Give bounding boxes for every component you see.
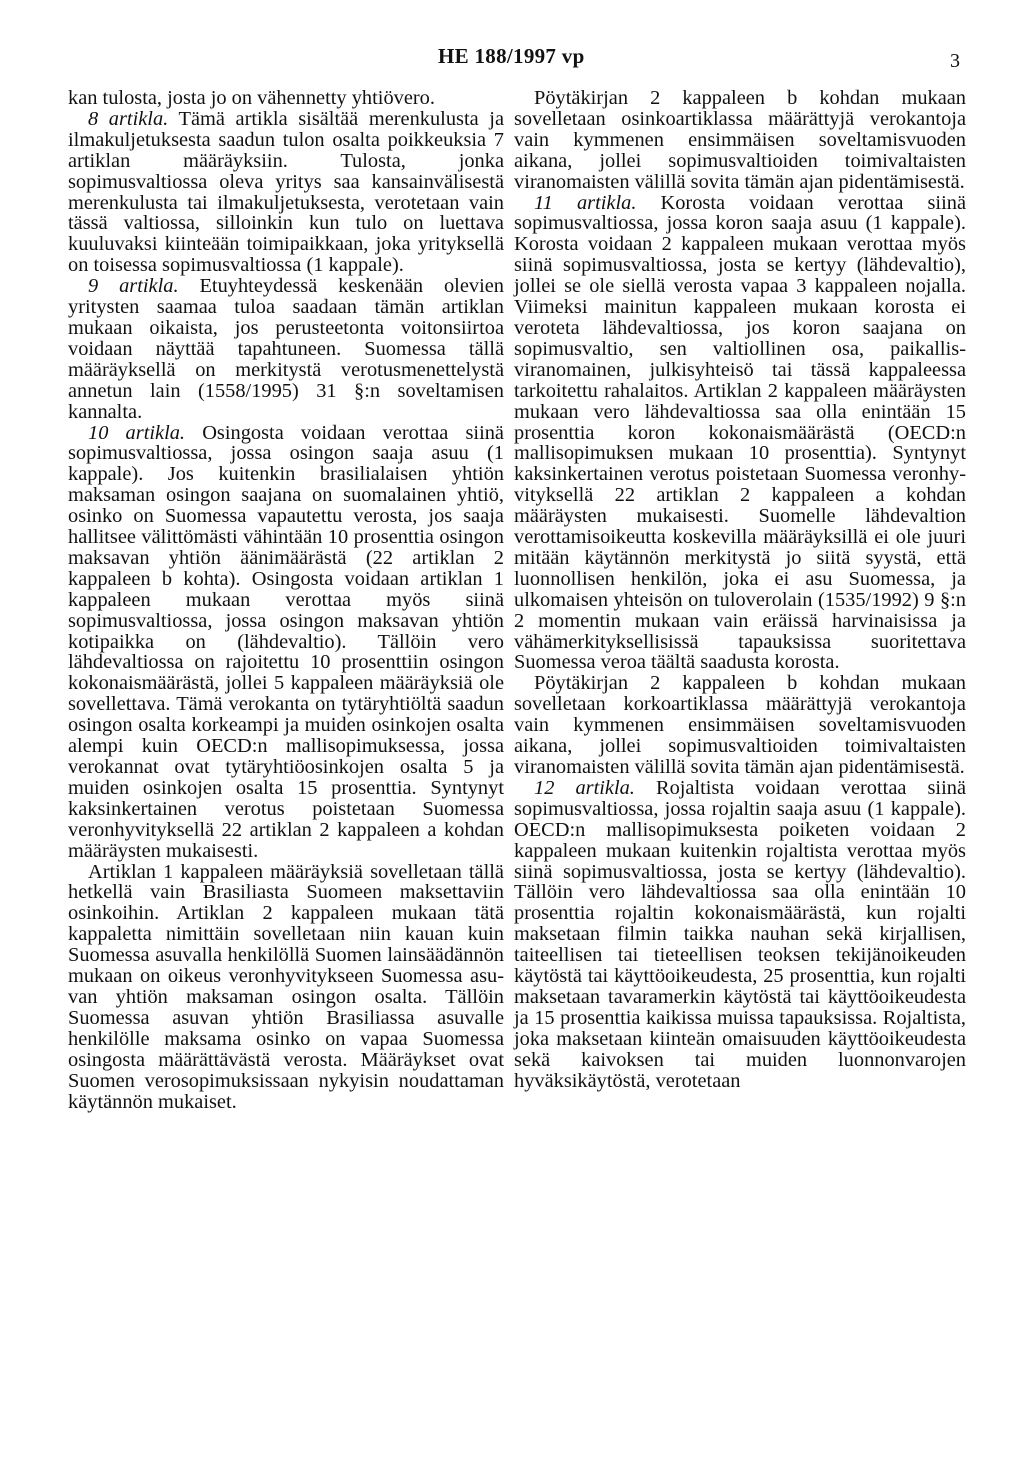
paragraph-text: Osingosta voidaan verottaa siinä sopimusvaltiossa, jossa osingon saaja asuu (1 kappale). Jos kuitenkin brasilialaisen yhtiön maksaman osingon saajana on suomalainen yhtiö, osinko on Suomessa vapautettu verosta, jos saaja hallitsee välittömästi vähintään 10 prosenttia osingon maksavan yhtiön äänimäärästä (22 artiklan 2 kappaleen b kohta). Osingosta voidaan artiklan 1 kappaleen mukaan verottaa myös siinä sopimusvaltiossa, jossa osingon maksavan yhtiön kotipaikka on (lähdevaltio). Tällöin vero lähdevaltiossa on rajoitettu 10 prosenttiin osingon kokonaismäärästä, jollei 5 kappaleen määräyksiä ole sovellettava. Tämä verokanta on tytäryhtiöltä saadun osingon osalta korkeampi ja muiden osinkojen osalta alempi kuin OECD:n mallisopimuksessa, jossa verokannat ovat tytäryhtiöosinkojen osalta 5 ja muiden osinkojen osalta 15 prosenttia. Syntynyt kaksinkertainen verotus poistetaan Suomessa veronhyvityksellä 22 artiklan 2 kappaleen a kohdan määräysten mukaisesti.	[68, 421, 504, 862]
paragraph-text: Korosta voidaan verottaa siinä sopimusvaltiossa, jossa koron saaja asuu (1 kappale). Korosta voidaan 2 kappaleen mukaan verottaa myös siinä sopimusvaltiossa, josta se kertyy (lähdevaltio), jollei se ole siellä verosta vapaa 3 kappaleen nojalla. Viimeksi mainitun kappaleen mukaan korosta ei veroteta lähdevaltiossa, jos koron saajana on sopimusvaltio, sen valtiollinen osa, paikallisviranomainen, julkisyhteisö tai tässä kappaleessa tarkoitettu rahalaitos. Artiklan 2 kappaleen määräysten mukaan vero lähdevaltiossa saa olla enintään 15 prosenttia koron kokonaismäärästä (OECD:n mallisopimuksen mukaan 10 prosenttia). Syntynyt kaksinkertainen verotus poistetaan Suomessa veronhyvityksellä 22 artiklan 2 kappaleen a kohdan määräysten mukaisesti. Suomelle lähdevaltion verottamisoikeutta koskevilla määräyksillä ei ole juuri mitään käytännön merkitystä jo siitä syystä, että luonnollisen henkilön, joka ei asu Suomessa, ja ulkomaisen yhteisön on tuloverolain (1535/1992) 9 §:n 2 momentin mukaan vain eräissä harvinaisissa ja vähämerkityksellisissä tapauksissa suoritettava Suomessa veroa täältä saadusta korosta.	[514, 191, 966, 674]
right-column	[514, 88, 966, 1092]
document-id: HE 188/1997 vp	[438, 44, 585, 68]
paragraph-text: Rojaltista voidaan verottaa siinä sopimusvaltiossa, jossa rojaltin saaja asuu (1 kappale). OECD:n mallisopimuksesta poiketen voidaan 2 kappaleen mukaan kuitenkin rojaltista verottaa myös siinä sopimusvaltiossa, josta se kertyy (lähdevaltio). Tällöin vero lähdevaltiossa saa olla enintään 10 prosenttia rojaltin kokonaismäärästä, kun rojalti maksetaan filmin taikka nauhan sekä kirjallisen, taiteellisen tai tieteellisen teoksen tekijänoikeuden käytöstä tai käyttöoikeudesta, 25 prosenttia, kun rojalti maksetaan tavaramerkin käytöstä tai käyttöoikeudesta ja 15 prosenttia kaikissa muissa tapauksissa. Rojaltista, joka maksetaan kiinteän omaisuuden käyttöoikeudesta sekä kaivoksen tai muiden luonnonvarojen hyväksikäytöstä, verotetaan	[514, 776, 966, 1092]
article-heading: 9 artikla.	[88, 275, 179, 298]
page-number: 3	[950, 50, 960, 72]
paragraph	[514, 88, 966, 193]
paragraph	[68, 88, 504, 109]
paragraph-text: Artiklan 1 kappaleen määräyksiä sovelletaan tällä hetkellä vain Brasiliasta Suomeen maksettaviin osinkoihin. Artiklan 2 kappaleen mukaan tätä kappaletta nimittäin sovelletaan niin kauan kuin Suomessa asuvalla henkilöllä Suomen lainsäädännön mukaan on oikeus veronhyvitykseen Suomessa asuvan yhtiön maksaman osingon osalta. Tällöin Suomessa asuvan yhtiön Brasiliassa asuvalle henkilölle maksama osinko on vapaa Suomessa osingosta määrättävästä verosta. Määräykset ovat Suomen verosopimuksissaan nykyisin noudattaman käytännön mukaiset.	[68, 860, 504, 1113]
page-header	[0, 40, 1024, 80]
article-heading: 11 artikla.	[534, 191, 637, 214]
paragraph	[514, 673, 966, 778]
paragraph-article-11	[514, 193, 966, 674]
left-column	[68, 88, 504, 1112]
paragraph-article-9	[68, 276, 504, 422]
paragraph	[68, 862, 504, 1113]
article-heading: 10 artikla.	[88, 421, 186, 444]
paragraph-article-12	[514, 778, 966, 1092]
article-heading: 12 artikla.	[534, 776, 635, 799]
paragraph-article-10	[68, 423, 504, 862]
article-heading: 8 artikla.	[88, 107, 169, 130]
paragraph-text: Etuyhteydessä keskenään olevien yritysten saamaa tuloa saadaan tämän artiklan mukaan oikaista, jos perusteetonta voitonsiirtoa voidaan näyttää tapahtuneen. Suomessa tällä määräyksellä on merkitystä verotusmenettelystä annetun lain (1558/1995) 31 §:n soveltamisen kannalta.	[68, 275, 505, 423]
paragraph-text: kan tulosta, josta jo on vähennetty yhtiövero.	[68, 87, 435, 109]
paragraph-text: Pöytäkirjan 2 kappaleen b kohdan mukaan sovelletaan korkoartiklassa määrättyjä verokantoja vain kymmenen ensimmäisen soveltamisvuoden aikana, jollei sopimusvaltioiden toimivaltaisten viranomaisten välillä sovita tämän ajan pidentämisestä.	[514, 672, 966, 778]
paragraph-article-8	[68, 109, 504, 276]
paragraph-text: Tämä artikla sisältää merenkulusta ja ilmakuljetuksesta saadun tulon osalta poikkeuksia 7 artiklan määräyksiin. Tulosta, jonka sopimusvaltiossa oleva yritys saa kansainvälisestä merenkulusta tai ilmakuljetuksesta, verotetaan vain tässä valtiossa, silloinkin kun tulo on luettava kuuluvaksi kiinteään toimipaikkaan, joka yrityksellä on toisessa sopimusvaltiossa (1 kappale).	[68, 107, 505, 277]
paragraph-text: Pöytäkirjan 2 kappaleen b kohdan mukaan sovelletaan osinkoartiklassa määrättyjä verokantoja vain kymmenen ensimmäisen soveltamisvuoden aikana, jollei sopimusvaltioiden toimivaltaisten viranomaisten välillä sovita tämän ajan pidentämisestä.	[514, 87, 966, 193]
